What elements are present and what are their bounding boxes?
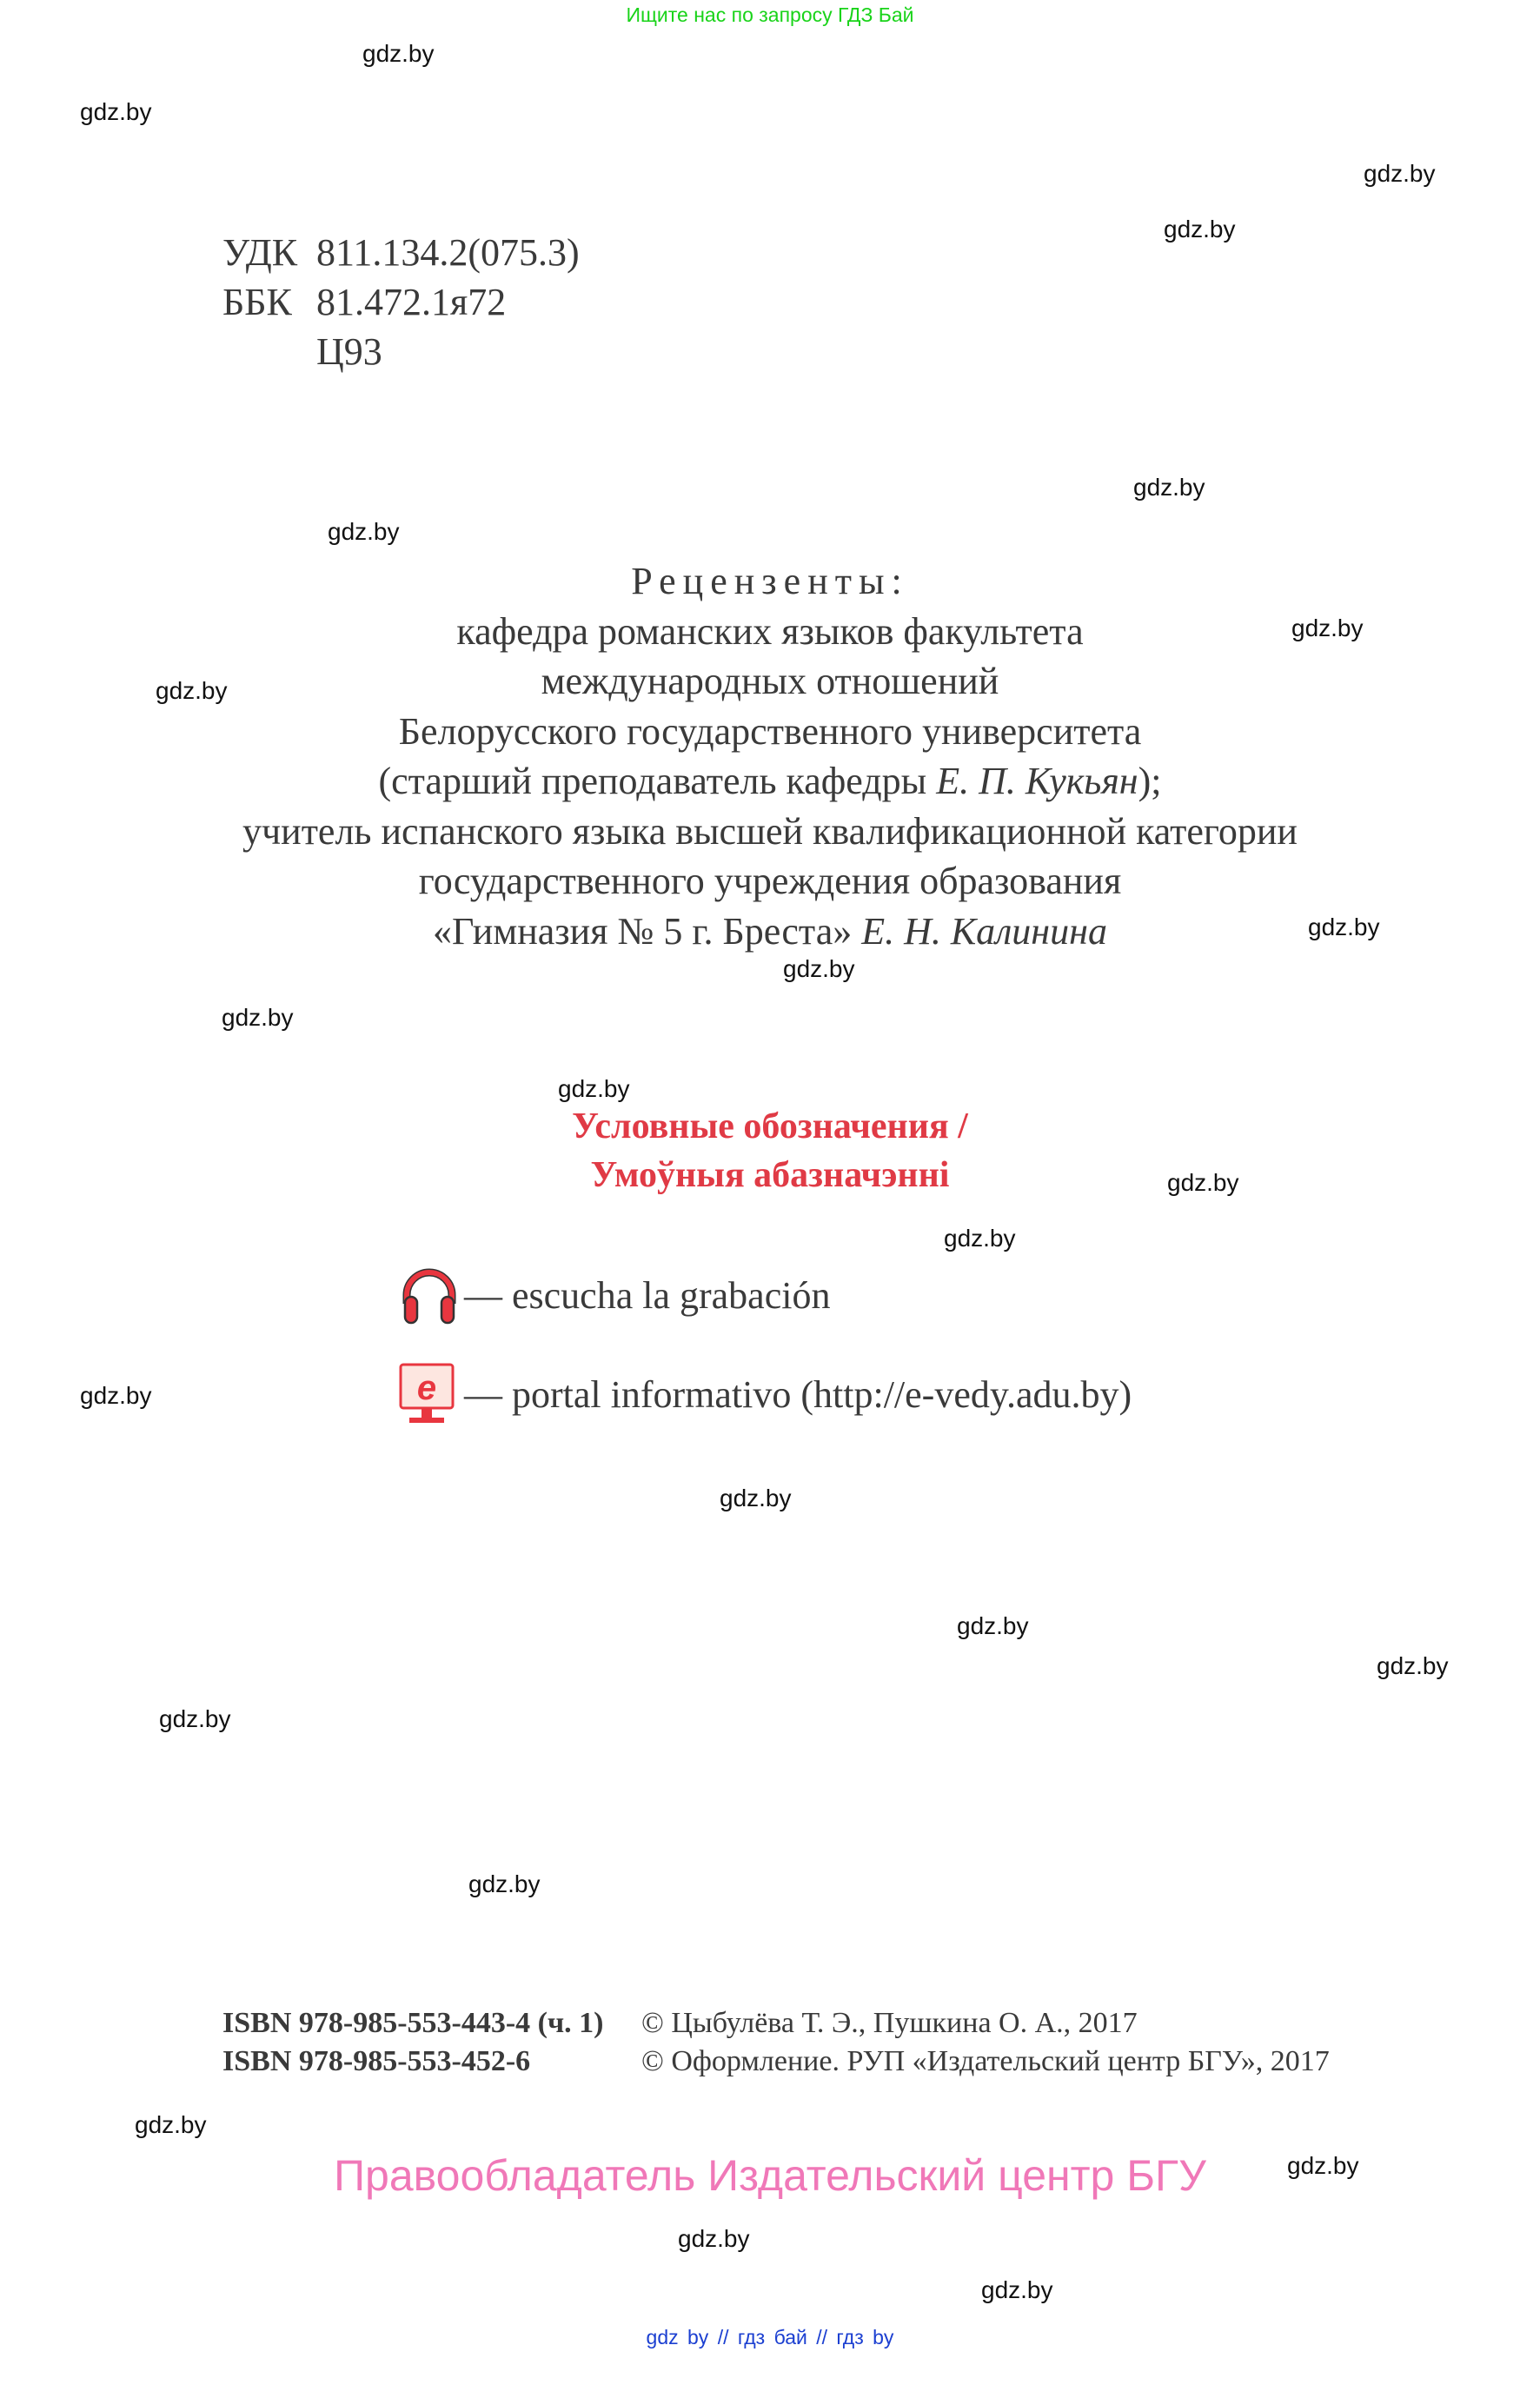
- watermark: gdz.by: [783, 955, 855, 982]
- isbn-block: [222, 2004, 1330, 2081]
- reviewers-line: Белорусского государственного университета: [398, 709, 1142, 753]
- isbn-row: [222, 2043, 1330, 2081]
- e-portal-monitor-icon: [398, 1363, 461, 1425]
- watermark: gdz.by: [944, 1225, 1016, 1252]
- reviewers-text: «Гимназия № 5 г. Бреста»: [433, 909, 862, 953]
- legend-item-text: — escucha la grabación: [464, 1273, 831, 1317]
- svg-text:e: e: [416, 1369, 437, 1407]
- legend-item-text: — portal informativo (http://e-vedy.adu.by): [464, 1372, 1132, 1416]
- watermark: gdz.by: [720, 1485, 792, 1511]
- watermark: gdz.by: [1377, 1652, 1449, 1679]
- watermark: gdz.by: [156, 677, 228, 704]
- bbk-label: ББК: [222, 281, 292, 323]
- legend-item-audio: [398, 1264, 830, 1326]
- reviewers-title: Рецензенты:: [631, 560, 909, 602]
- reviewers-block: [0, 556, 1540, 956]
- udk-row: [222, 228, 580, 277]
- watermark: gdz.by: [159, 1705, 231, 1732]
- top-banner: Ищите нас по запросу ГДЗ Бай: [626, 3, 914, 26]
- author-mark-row: [222, 327, 580, 376]
- udk-label: УДК: [222, 231, 298, 274]
- watermark: gdz.by: [1167, 1169, 1239, 1196]
- legend-title-line: Умоўныя абазначэнні: [590, 1155, 950, 1195]
- watermark: gdz.by: [1164, 216, 1236, 242]
- legend-title-line: Условные обозначения /: [572, 1106, 968, 1146]
- legend-title: [0, 1102, 1540, 1199]
- watermark: gdz.by: [678, 2225, 750, 2252]
- isbn-number: ISBN 978-985-553-443-4 (ч. 1): [222, 2007, 604, 2039]
- watermark: gdz.by: [222, 1004, 294, 1031]
- legend-item-portal: [398, 1363, 1132, 1425]
- udk-value: 811.134.2(075.3): [316, 231, 580, 274]
- reviewers-line: [0, 907, 1540, 957]
- reviewer-name: Е. П. Кукьян: [936, 760, 1138, 802]
- watermark: gdz.by: [328, 518, 400, 545]
- isbn-number: ISBN 978-985-553-452-6: [222, 2045, 531, 2077]
- reviewers-line: учитель испанского языка высшей квалификационной категории: [242, 809, 1298, 853]
- watermark: gdz.by: [1133, 474, 1205, 501]
- watermark: gdz.by: [135, 2111, 207, 2138]
- watermark: gdz.by: [957, 1612, 1029, 1639]
- watermark: gdz.by: [1364, 160, 1436, 187]
- watermark: gdz.by: [558, 1075, 630, 1102]
- reviewer-name: Е. Н. Калинина: [861, 909, 1107, 953]
- watermark: gdz.by: [1291, 615, 1364, 641]
- rights-holder: Правообладатель Издательский центр БГУ: [334, 2151, 1206, 2200]
- headphones-icon: [398, 1264, 461, 1326]
- copyright-text: © Цыбулёва Т. Э., Пушкина О. А., 2017: [641, 2007, 1138, 2039]
- watermark: gdz.by: [468, 1870, 541, 1897]
- copyright-text: © Оформление. РУП «Издательский центр БГУ», 2017: [641, 2045, 1330, 2077]
- watermark: gdz.by: [80, 98, 152, 125]
- reviewers-line: государственного учреждения образования: [418, 860, 1122, 902]
- bbk-value: 81.472.1я72: [316, 281, 507, 323]
- footer-links[interactable]: gdz by // гдз бай // гдз by: [646, 2326, 894, 2348]
- reviewers-line: международных отношений: [541, 660, 999, 702]
- watermark: gdz.by: [362, 40, 435, 67]
- watermark: gdz.by: [981, 2276, 1053, 2303]
- author-mark: Ц93: [316, 330, 382, 373]
- catalog-codes: [222, 228, 580, 376]
- watermark: gdz.by: [1287, 2152, 1359, 2179]
- reviewers-text: (старший преподаватель кафедры: [378, 760, 937, 802]
- watermark: gdz.by: [80, 1382, 152, 1409]
- reviewers-text: );: [1138, 760, 1162, 802]
- reviewers-line: кафедра романских языков факультета: [456, 609, 1084, 653]
- bbk-row: [222, 277, 580, 327]
- isbn-row: [222, 2004, 1330, 2043]
- watermark: gdz.by: [1308, 913, 1380, 940]
- reviewers-line: [0, 756, 1540, 807]
